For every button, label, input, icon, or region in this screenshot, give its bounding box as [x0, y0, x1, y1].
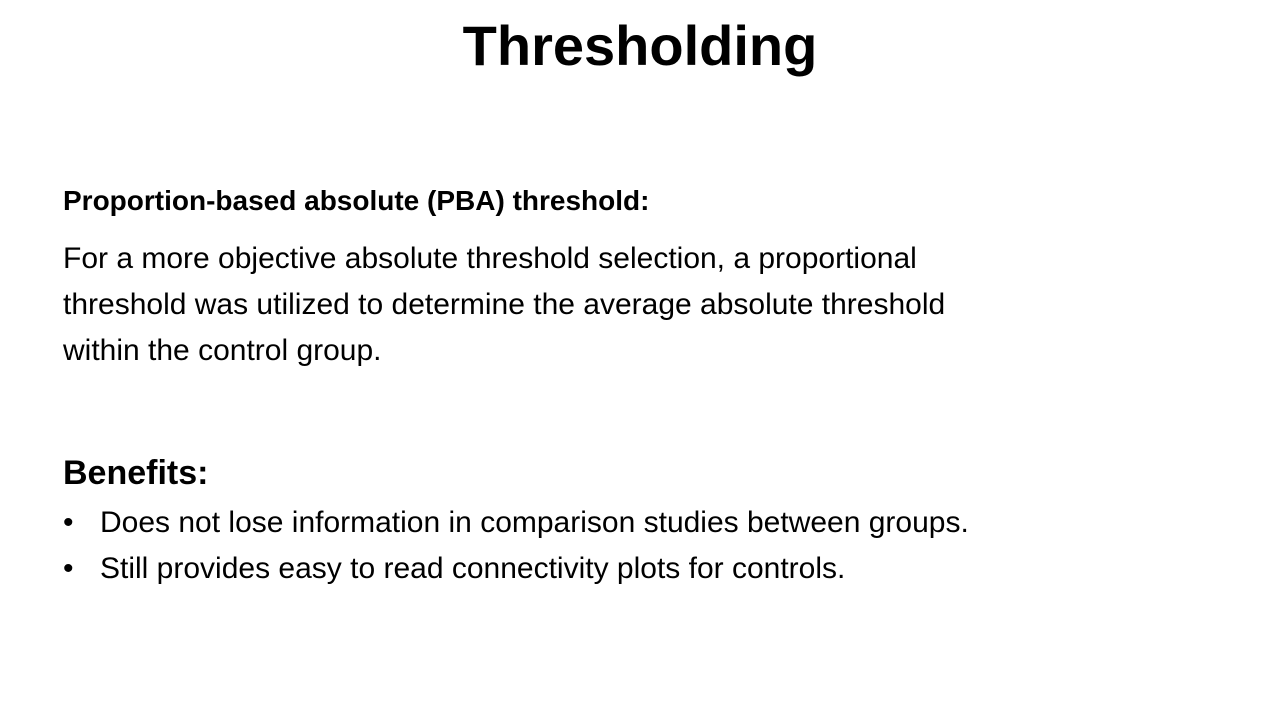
bullet-icon: • [63, 506, 74, 539]
paragraph-line: For a more objective absolute threshold selection, a proportional [63, 242, 917, 275]
pba-subheading: Proportion-based absolute (PBA) threshold: [63, 185, 650, 216]
bullet-icon: • [63, 552, 74, 585]
list-item [63, 546, 969, 592]
paragraph-line: within the control group. [63, 334, 382, 367]
benefits-heading: Benefits: [63, 454, 209, 492]
list-item [63, 500, 969, 546]
paragraph-line: threshold was utilized to determine the average absolute threshold [63, 288, 946, 321]
slide-title: Thresholding [462, 14, 818, 77]
benefits-list [63, 500, 969, 592]
description-paragraph [63, 236, 1173, 374]
bullet-text: Still provides easy to read connectivity plots for controls. [100, 552, 846, 585]
bullet-text: Does not lose information in comparison studies between groups. [100, 506, 969, 539]
